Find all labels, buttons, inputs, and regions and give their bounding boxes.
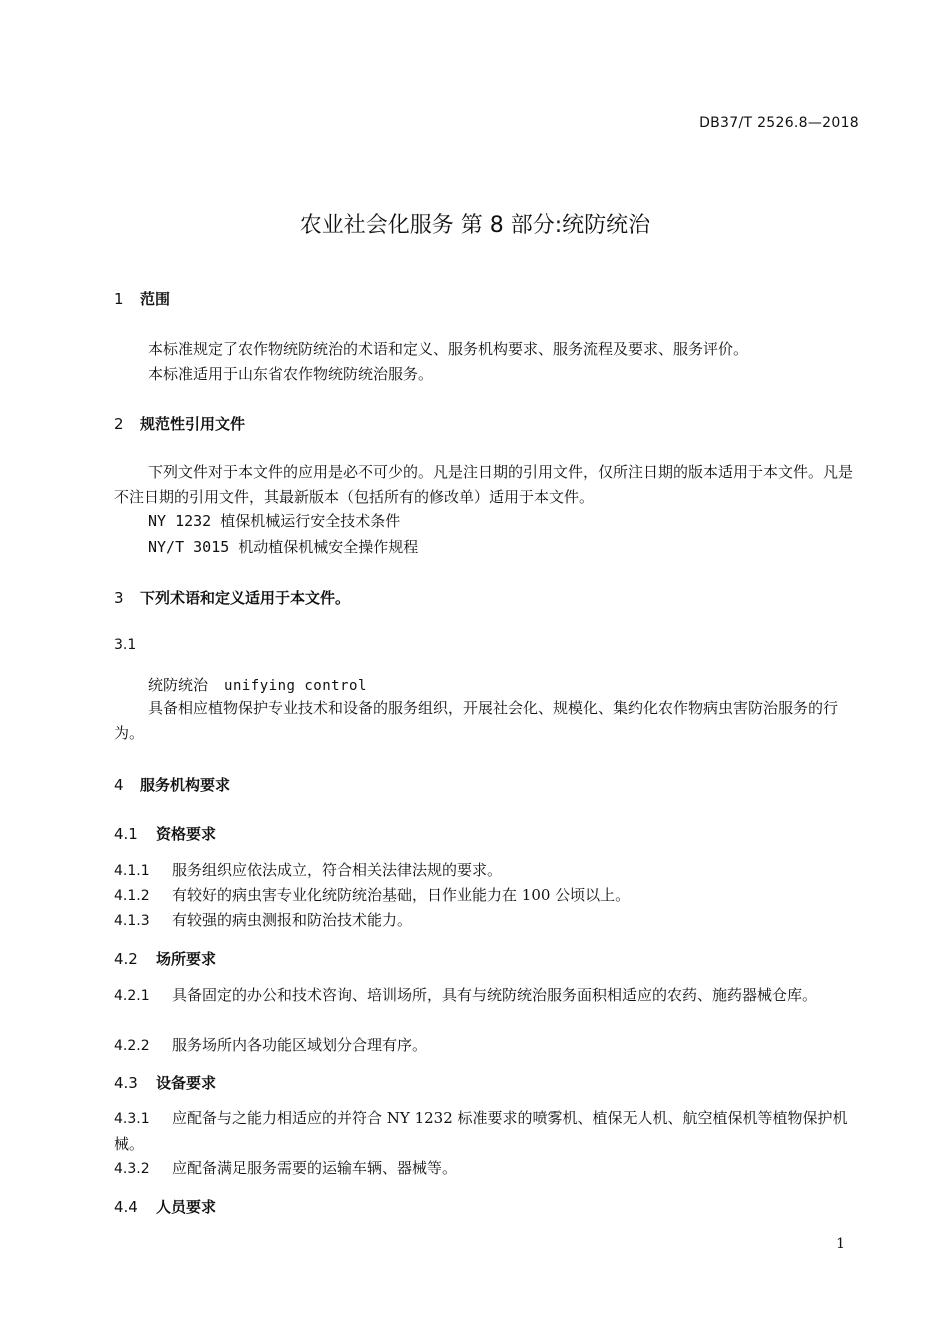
- clause-text: 服务场所内各功能区域划分合理有序。: [172, 1036, 428, 1054]
- document-title: 农业社会化服务 第 8 部分:统防统治: [299, 213, 651, 238]
- section-title: 规范性引用文件: [140, 415, 246, 433]
- section-title: 服务机构要求: [140, 776, 231, 794]
- normative-references-paragraph: 下列文件对于本文件的应用是必不可少的。凡是注日期的引用文件，仅所注日期的版本适用于本文件。凡是不注日期的引用文件，其最新版本（包括所有的修改单）适用于本文件。: [114, 463, 854, 506]
- section-2-heading: [114, 413, 245, 434]
- clause-text: 应配备与之能力相适应的并符合 NY 1232 标准要求的喷雾机、植保无人机、航空植保机等植物保护机械。: [114, 1109, 848, 1153]
- subsection-4-1-heading: [114, 823, 216, 844]
- clause-item: [114, 859, 502, 880]
- clause-item: [114, 1157, 457, 1178]
- subsection-number: 4.3: [114, 1074, 138, 1092]
- subsection-title: 人员要求: [156, 1198, 217, 1216]
- section-title: 下列术语和定义适用于本文件。: [140, 589, 351, 607]
- term-number: 3.1: [114, 637, 137, 653]
- term-entry: [148, 674, 367, 695]
- clause-text: 应配备满足服务需要的运输车辆、器械等。: [172, 1159, 458, 1177]
- clause-number: 4.1.2: [114, 888, 150, 904]
- subsection-title: 设备要求: [156, 1074, 217, 1092]
- clause-item: [114, 909, 412, 930]
- clause-text: 有较强的病虫测报和防治技术能力。: [172, 911, 413, 929]
- subsection-4-4-heading: [114, 1196, 216, 1217]
- clause-item: [114, 1106, 860, 1157]
- scope-paragraph-2: 本标准适用于山东省农作物统防统治服务。: [148, 365, 434, 383]
- subsection-4-3-heading: [114, 1072, 216, 1093]
- subsection-number: 4.4: [114, 1198, 138, 1216]
- section-1-heading: [114, 288, 170, 309]
- subsection-number: 4.1: [114, 825, 138, 843]
- subsection-title: 资格要求: [156, 825, 217, 843]
- standard-code: DB37/T 2526.8—2018: [699, 115, 859, 131]
- term-definition: 具备相应植物保护专业技术和设备的服务组织，开展社会化、规模化、集约化农作物病虫害防治服务的行为。: [114, 699, 839, 742]
- clause-number: 4.2.1: [114, 988, 150, 1004]
- subsection-number: 4.2: [114, 950, 138, 968]
- section-number: 3: [114, 589, 124, 607]
- section-number: 4: [114, 776, 124, 794]
- clause-number: 4.1.1: [114, 863, 150, 879]
- reference-item: NY/T 3015 机动植保机械安全操作规程: [148, 538, 419, 556]
- term-english: unifying control: [224, 678, 367, 694]
- clause-text: 服务组织应依法成立，符合相关法律法规的要求。: [172, 861, 503, 879]
- clause-number: 4.3.1: [114, 1111, 150, 1127]
- section-title: 范围: [140, 290, 171, 308]
- scope-paragraph-1: 本标准规定了农作物统防统治的术语和定义、服务机构要求、服务流程及要求、服务评价。: [148, 340, 749, 358]
- clause-item: [114, 983, 860, 1009]
- clause-item: [114, 884, 630, 905]
- clause-number: 4.1.3: [114, 913, 150, 929]
- subsection-title: 场所要求: [156, 950, 217, 968]
- section-number: 1: [114, 290, 124, 308]
- term-chinese: 统防统治: [148, 676, 209, 694]
- page-number: 1: [836, 1236, 845, 1252]
- section-number: 2: [114, 415, 124, 433]
- clause-item: [114, 1034, 427, 1055]
- clause-number: 4.3.2: [114, 1161, 150, 1177]
- clause-text: 具备固定的办公和技术咨询、培训场所，具有与统防统治服务面积相适应的农药、施药器械仓库。: [172, 986, 818, 1004]
- section-3-heading: [114, 587, 350, 608]
- reference-item: NY 1232 植保机械运行安全技术条件: [148, 512, 401, 530]
- subsection-4-2-heading: [114, 948, 216, 969]
- clause-number: 4.2.2: [114, 1038, 150, 1054]
- clause-text: 有较好的病虫害专业化统防统治基础，日作业能力在 100 公顷以上。: [172, 886, 631, 904]
- section-4-heading: [114, 774, 230, 795]
